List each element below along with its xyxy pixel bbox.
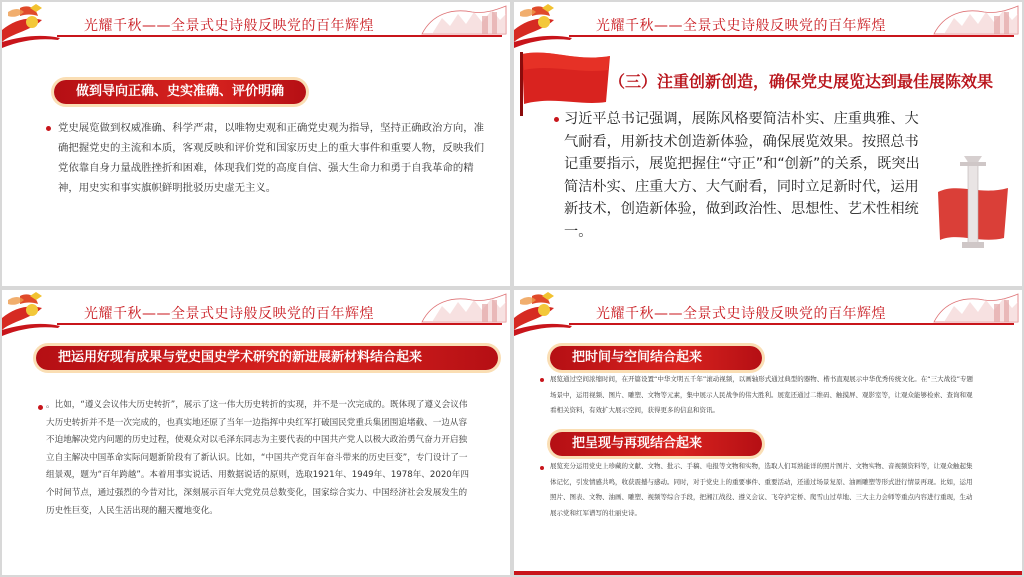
body-paragraph: 习近平总书记强调，展陈风格要简洁朴实、庄重典雅、大气耐看，用新技术创造新体验，确保展览效果。按照总书记重要指示，展览把握住“守正”和“创新”的关系，既突出简洁朴实、庄重大方、大气耐看，同时立足新时代，运用新技术，创造新体验，做到政治性、思想性、艺术性相统一。 <box>564 111 920 240</box>
great-wall-icon <box>412 292 508 326</box>
slide-header-title: 光耀千秋——全景式史诗般反映党的百年辉煌 <box>596 18 886 34</box>
bullet-icon <box>540 466 544 470</box>
monument-pillar-icon <box>934 152 1014 252</box>
slide-4[interactable] <box>514 290 1022 575</box>
slide-3[interactable] <box>2 290 510 575</box>
section-heading: 做到导向正确、史实准确、评价明确 <box>54 80 306 104</box>
slide-header-title: 光耀千秋——全景式史诗般反映党的百年辉煌 <box>84 306 374 322</box>
great-wall-icon <box>412 4 508 38</box>
bullet-icon <box>554 117 559 122</box>
section-heading-time-space: 把时间与空间结合起来 <box>550 346 762 370</box>
body-paragraph-present-recreate: 展览充分运用党史上珍藏的文献、文物、批示、手稿、电报等文物和实物，选取人们耳熟能详的照片图片、文物实物、音视频资料等，让观众触起集体记忆，引发情感共鸣，收获震撼与感动。同时，对于党史上的重要事件、重要活动，还通过场景复原、油画雕塑等形式进行情景再现。比如，运用照片、图表、文物、油画、雕塑、视频等综合手段，把湘江战役、遵义会议、飞夺泸定桥、爬雪山过草地、三大主力会师等重点内容进行重现，生动展示党和红军谱写的壮丽史诗。 <box>550 462 973 517</box>
great-wall-icon <box>924 4 1020 38</box>
footer-bar <box>514 571 1022 575</box>
bullet-icon <box>46 126 51 131</box>
section-heading: （三）注重创新创造，确保党史展览达到最佳展陈效果 <box>609 72 994 91</box>
section-heading: 把运用好现有成果与党史国史学术研究的新进展新材料结合起来 <box>36 346 498 370</box>
slide-header-title: 光耀千秋——全景式史诗般反映党的百年辉煌 <box>84 18 374 34</box>
slide-1[interactable] <box>2 2 510 286</box>
bullet-icon <box>38 405 43 410</box>
body-paragraph-time-space: 展览通过空间浓缩时间，在开篇设置“中华文明五千年”滚动视频，以画轴形式通过典型的器物、楷书直观展示中华优秀传统文化。在“三大战役”专题场景中，运用视频、图片、雕塑、文物等元素，集中展示人民战争的伟大胜利。展览还通过二维码、触摸屏、观影室等，让观众能够检索、查询和观看相关资料，有效扩大展示空间，获得更多的信息和资讯。 <box>550 375 973 414</box>
great-wall-icon <box>924 292 1020 326</box>
section-heading-present-recreate: 把呈现与再现结合起来 <box>550 432 762 456</box>
torch-ribbon-icon <box>2 290 82 350</box>
body-paragraph: 。比如，“遵义会议伟大历史转折”，展示了这一伟大历史转折的实现，并不是一次完成的。既体现了遵义会议伟大历史转折并不是一次完成的，也真实地还原了当年一边指挥中央红军打破国民党重兵集团围追堵截、一边从容不迫地解决党内问题的历史过程，使观众对以毛泽东同志为主要代表的中国共产党人以极大政治勇气奋力开启独立自主解决中国革命实际问题新阶段有了新认识。比如，“中国共产党百年奋斗带来的历史巨变”，专门设计了一组景观，题为“百年跨越”。本着用事实说话、用数据说话的原则，选取1921年、1949年、1978年、2020年四个时间节点，通过强烈的今昔对比，深刻展示百年大党党员总数变化，国家综合实力、中国经济社会发展发生的历史性巨变，人民生活出现的翻天覆地变化。 <box>46 400 469 516</box>
torch-ribbon-icon <box>514 290 594 350</box>
torch-ribbon-icon <box>2 2 82 62</box>
body-paragraph: 党史展览做到权威准确、科学严肃，以唯物史观和正确党史观为指导，坚持正确政治方向，准确把握党史的主流和本质，客观反映和评价党和国家历史上的重大事件和重要人物，反映我们党依靠自身力量战胜挫折和困难，体现我们党的高度自信、强大生命力和勇于自我革命的精神，用史实和事实旗帜鲜明批驳历史虚无主义。 <box>58 122 485 194</box>
bullet-icon <box>540 378 544 382</box>
slide-header-title: 光耀千秋——全景式史诗般反映党的百年辉煌 <box>596 306 886 322</box>
slide-2[interactable] <box>514 2 1022 286</box>
